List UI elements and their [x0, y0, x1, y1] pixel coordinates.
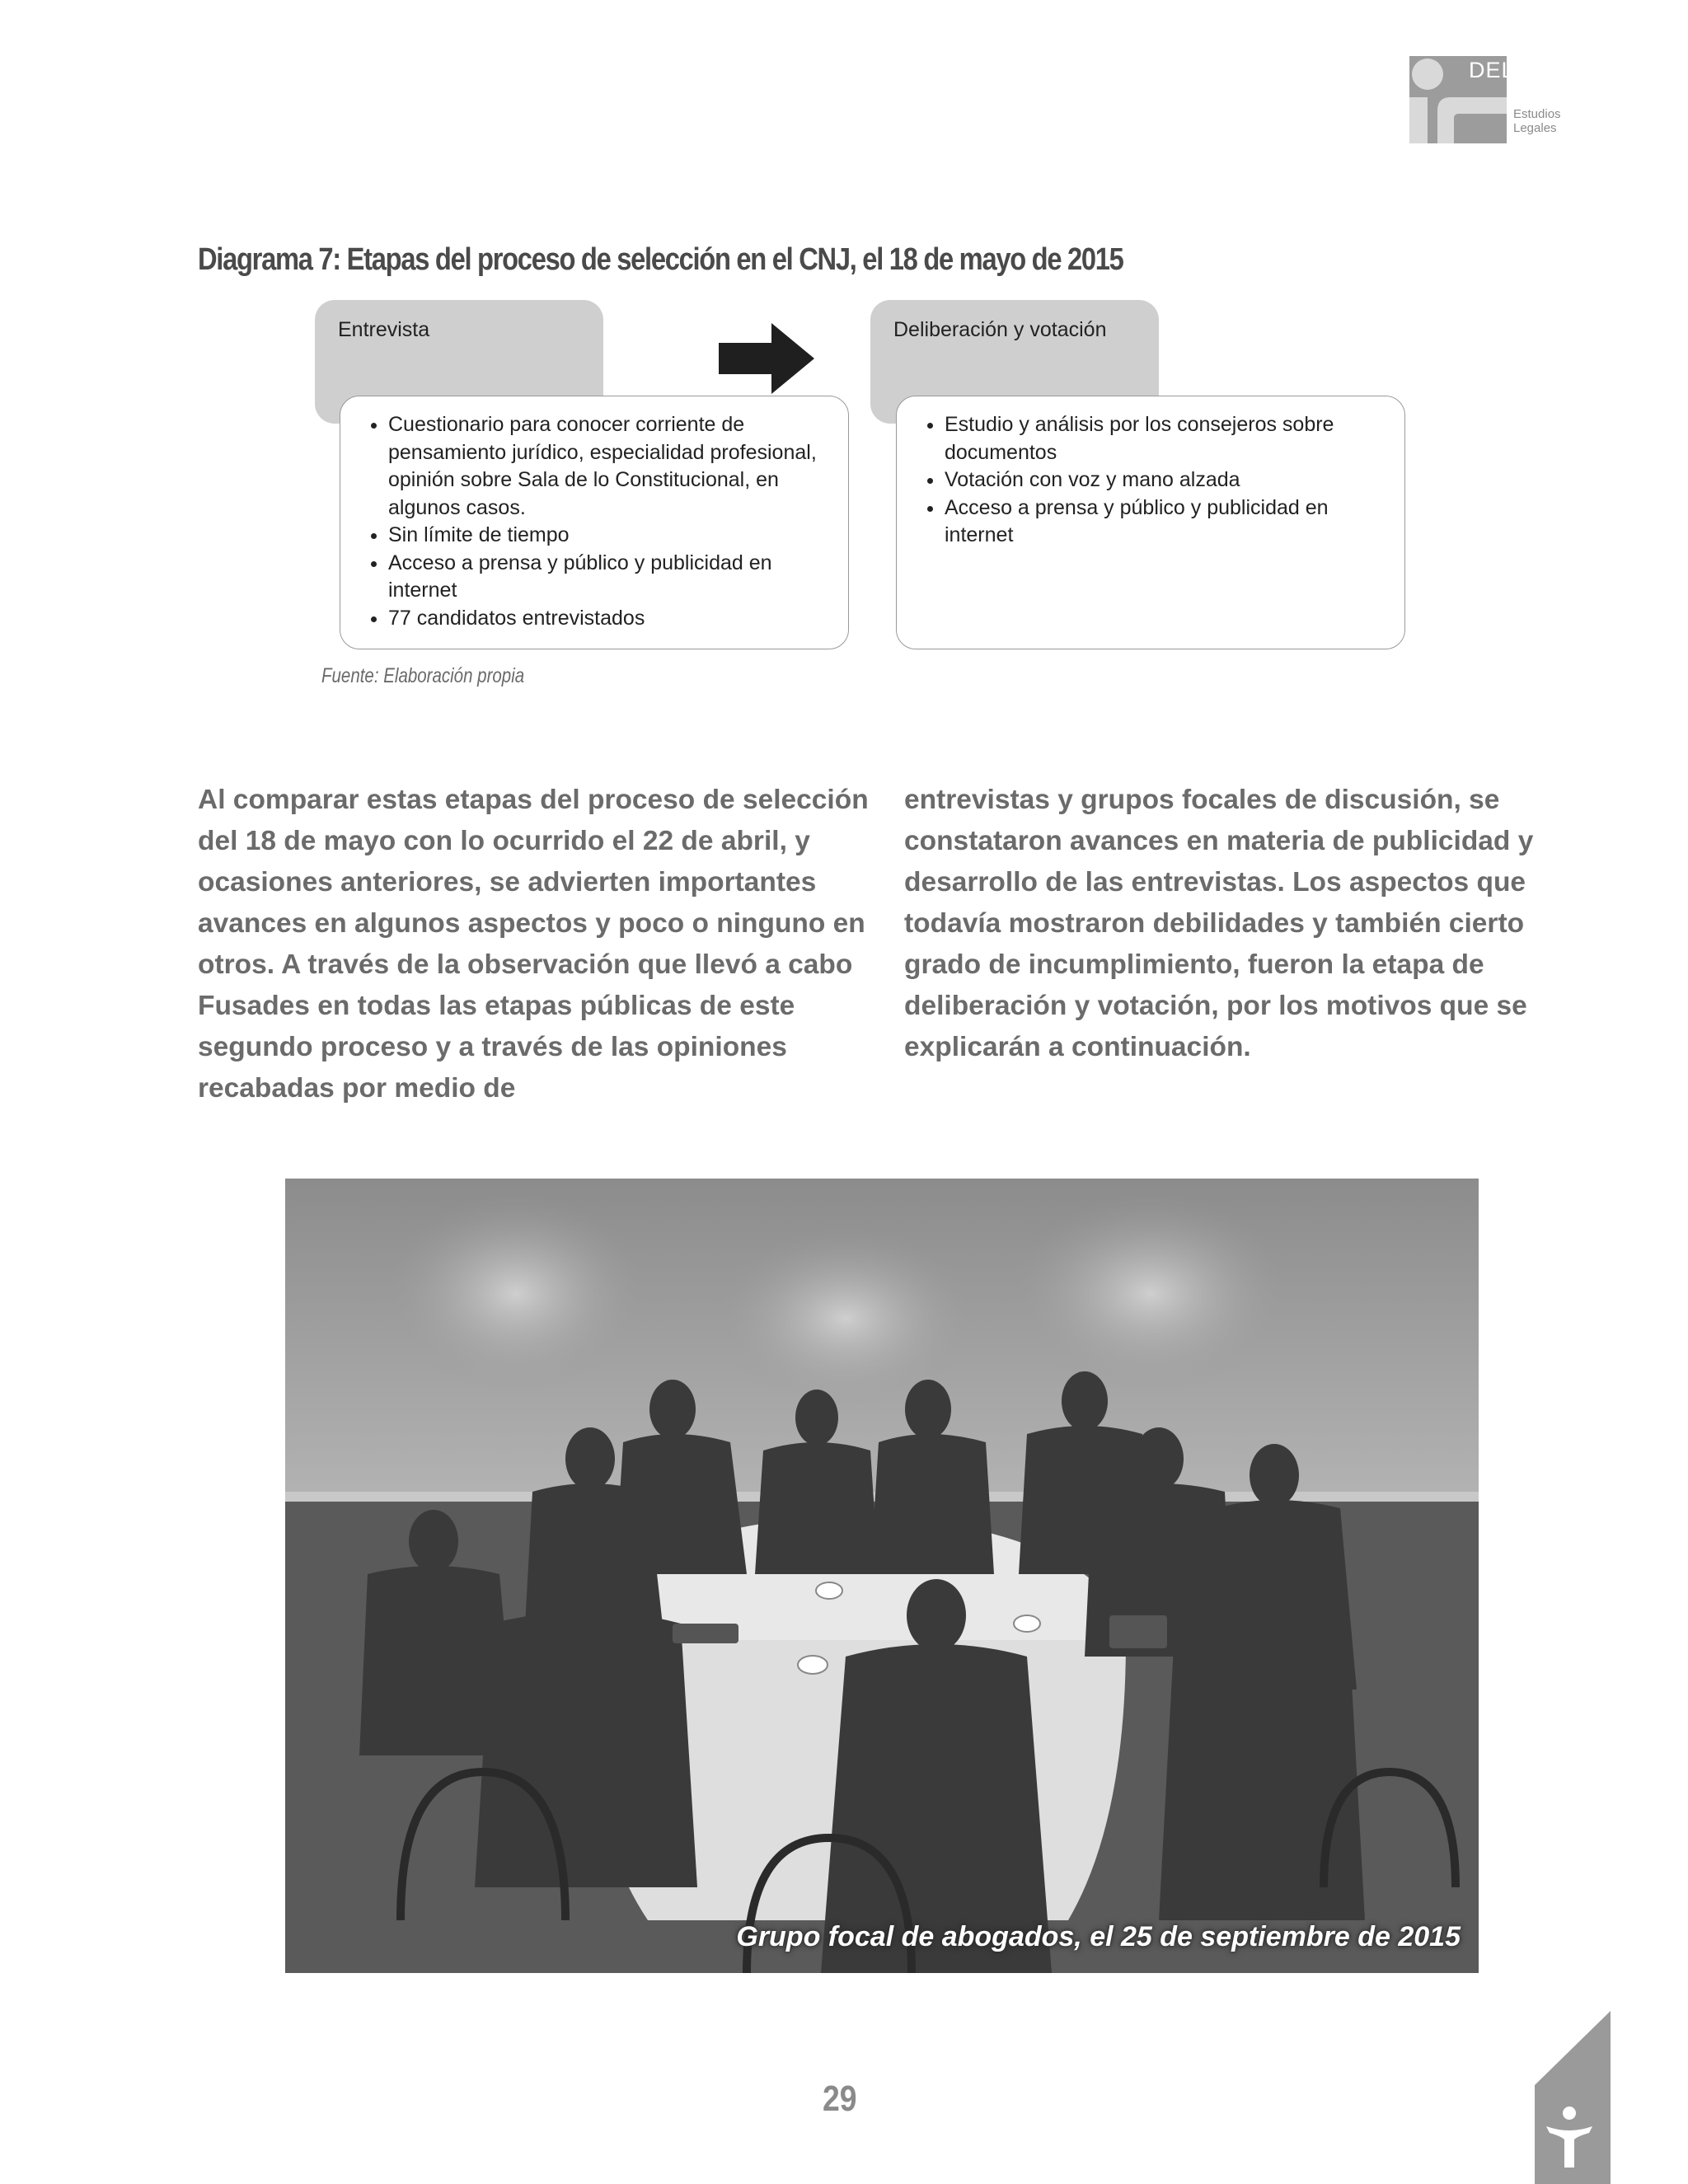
body-paragraph-column2: entrevistas y grupos focales de discusión, se constataron avances en materia de publicidad y desarrollo de las entrevistas. Los aspectos que todavía mostraron debilidades y también cierto grado de incumplimiento, fueron la etapa de deliberación y votación, por los motivos que se explicarán a continuación.: [904, 785, 1534, 1062]
stage-entrevista-label: Entrevista: [338, 318, 430, 341]
stage-deliberacion-label: Deliberación y votación: [893, 318, 1107, 341]
logo-subtitle-line2: Legales: [1513, 121, 1557, 135]
list-item: • Votación con voz y mano alzada: [945, 466, 1388, 494]
list-item: • Acceso a prensa y público y publicidad en internet: [388, 550, 832, 605]
list-item: • Estudio y análisis por los consejeros sobre documentos: [945, 411, 1388, 466]
diagram-title: Diagrama 7: Etapas del proceso de selección en el CNJ, el 18 de mayo de 2015: [198, 242, 1123, 277]
list-item: • 77 candidatos entrevistados: [388, 605, 832, 633]
diagram-source: Fuente: Elaboración propia: [321, 664, 525, 687]
right-arrow-icon: [719, 323, 814, 394]
focus-group-photo: [285, 1179, 1479, 1973]
body-paragraph-column1: Al comparar estas etapas del proceso de selección del 18 de mayo con lo ocurrido el 22 de abril, y ocasiones anteriores, se advierten importantes avances en algunos aspectos y poco o ninguno en otros. A través de la observación que llevó a cabo Fusades en todas las etapas públicas de este segundo proceso y a través de las opiniones recabadas por medio de: [198, 785, 869, 1104]
logo-text: DEL: [1469, 58, 1515, 82]
corner-tab-logo: [1535, 2011, 1611, 2184]
logo-subtitle: [1513, 107, 1561, 135]
list-item: • Sin límite de tiempo: [388, 522, 832, 550]
del-logo: [1409, 56, 1582, 145]
stage-deliberacion-list: [913, 411, 1388, 550]
list-item: • Cuestionario para conocer corriente de pensamiento jurídico, especialidad profesional, opinión sobre Sala de lo Constitucional, en algunos casos.: [388, 411, 832, 522]
stage-deliberacion-box: [896, 396, 1405, 649]
stage-entrevista-box: [340, 396, 849, 649]
logo-subtitle-line1: Estudios: [1513, 107, 1561, 121]
page-number: 29: [823, 2079, 857, 2119]
photo-caption: Grupo focal de abogados, el 25 de septiembre de 2015: [736, 1921, 1461, 1952]
list-item: • Acceso a prensa y público y publicidad en internet: [945, 494, 1388, 550]
photo-illustration: [285, 1179, 1479, 1973]
stage-entrevista-list: [357, 411, 832, 632]
